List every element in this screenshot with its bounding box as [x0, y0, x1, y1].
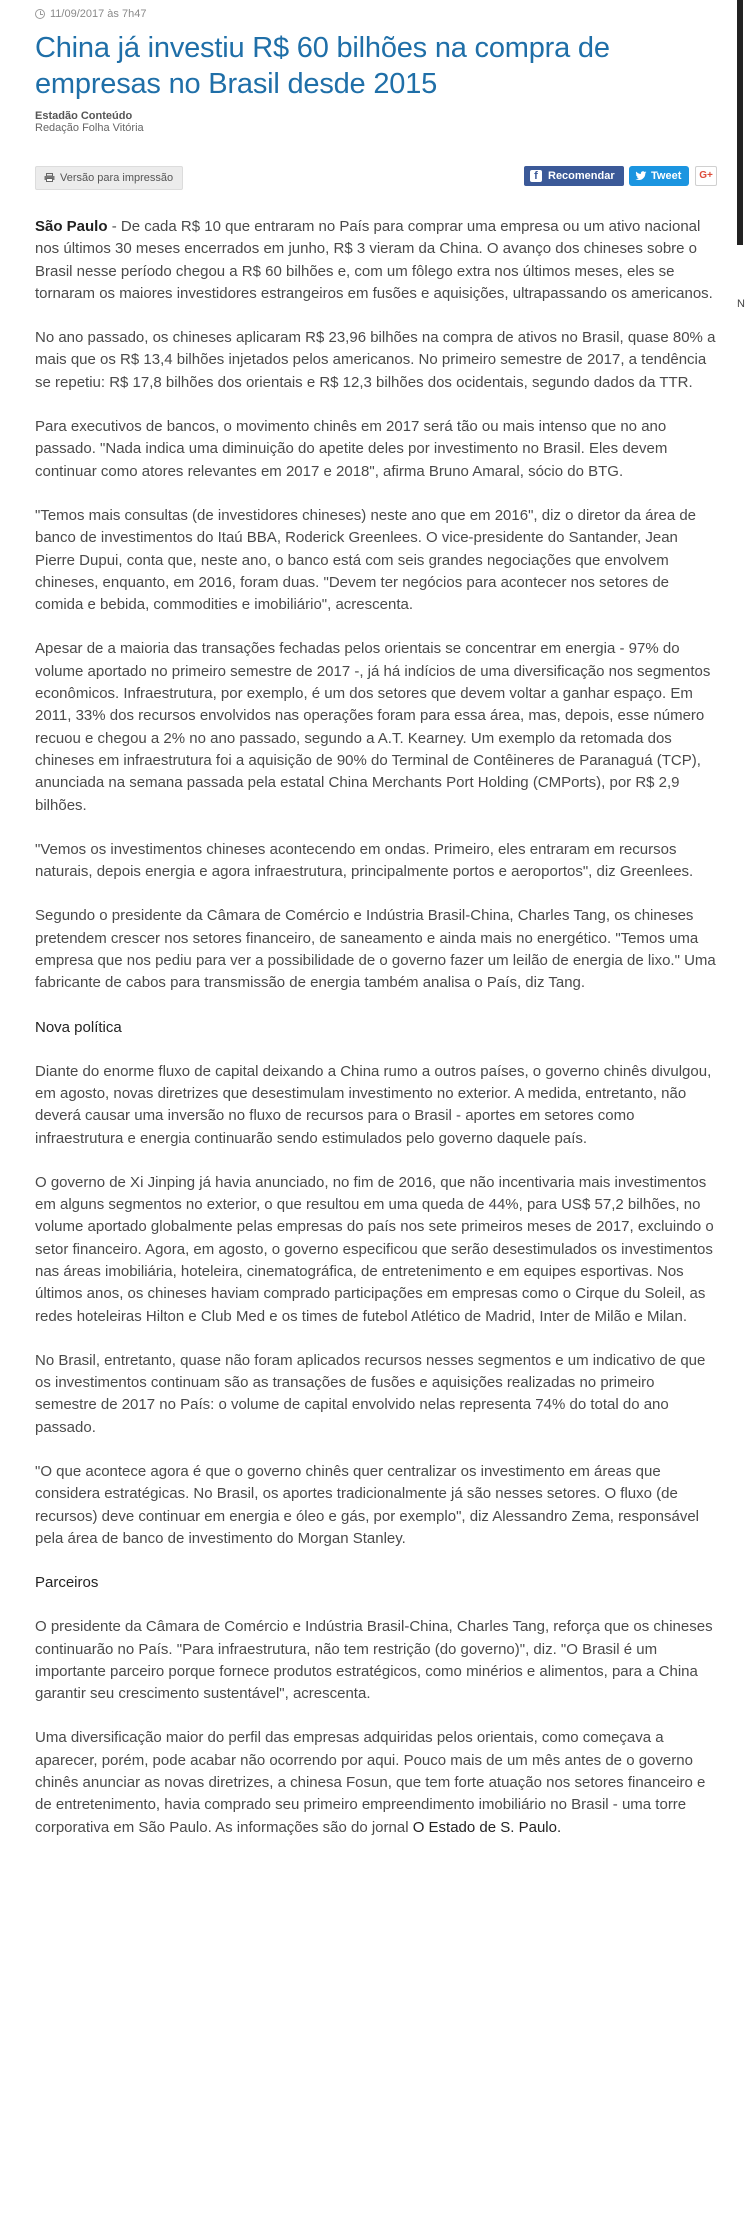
twitter-button-label: Tweet	[651, 170, 682, 182]
final-paragraph	[35, 1727, 717, 1838]
body-paragraph: O presidente da Câmara de Comércio e Indústria Brasil-China, Charles Tang, reforça que os chineses continuarão no País. "Para infraestrutura, não tem restrição (do governo)", diz. "O Brasil é um importante parceiro porque fornece produtos estratégicos, como minérios e alimentos, para a China garantir seu crescimento sustentável", acrescenta.	[35, 1618, 713, 1703]
article-title: China já investiu R$ 60 bilhões na compra de empresas no Brasil desde 2015	[35, 32, 610, 100]
lead-text: - De cada R$ 10 que entraram no País para comprar uma empresa ou um ativo nacional nos últimos 30 meses encerrados em junho, R$ 3 vieram da China. O avanço dos chineses sobre o Brasil nesse período chegou a R$ 60 bilhões e, com um fôlego extra nos últimos meses, eles se tornaram os maiores investidores estrangeiros em fusões e aquisições, ultrapassando os americanos.	[35, 218, 713, 302]
print-button-label: Versão para impressão	[60, 172, 174, 184]
body-paragraph: O governo de Xi Jinping já havia anunciado, no fim de 2016, que não incentivaria mais investimentos em alguns segmentos no exterior, o que resultou em uma queda de 44%, para US$ 57,2 bilhões, no volume aportado globalmente pelas empresas do país nos sete primeiros meses de 2017, excluindo o setor financeiro. Agora, em agosto, o governo especificou que serão desestimulados os investimentos nas áreas imobiliária, hoteleira, cinematográfica, de entretenimento e em equipes esportivas. Nos últimos anos, os chineses haviam comprado participações em empresas como o Cirque du Soleil, as redes hoteleiras Hilton e Club Med e os times de futebol Atlético de Madrid, Inter de Milão e Milan.	[35, 1173, 714, 1325]
right-rail-bar	[737, 0, 743, 245]
byline	[35, 110, 144, 134]
body-paragraph: No ano passado, os chineses aplicaram R$ 23,96 bilhões na compra de ativos no Brasil, quase 80% a mais que os R$ 13,4 bilhões injetados pelos americanos. No primeiro semestre de 2017, a tendência se repetiu: R$ 17,8 bilhões dos orientais e R$ 12,3 bilhões dos ocidentais, segundo dados da TTR.	[35, 329, 716, 391]
estadao-link[interactable]: O Estado de S. Paulo.	[412, 1818, 562, 1836]
print-button[interactable]	[35, 166, 183, 190]
body-paragraph: No Brasil, entretanto, quase não foram aplicados recursos nesses segmentos e um indicativo de que os investimentos continuam são as transações de fusões e aquisições realizadas no primeiro semestre de 2017 no País: o volume de capital envolvido nelas representa 74% do total do ano passado.	[35, 1351, 706, 1436]
lead-paragraph	[35, 216, 717, 305]
body-paragraph: Segundo o presidente da Câmara de Comércio e Indústria Brasil-China, Charles Tang, os chineses pretendem crescer nos setores financeiro, de saneamento e ainda mais no energético. "Temos uma empresa que nos pediu para ver a possibilidade de o governo fazer um leilão de energia de lixo." Uma fabricante de cabos para transmissão de energia também analisa o País, diz Tang.	[35, 907, 716, 992]
clock-icon	[35, 9, 45, 19]
publish-date-text: 11/09/2017 às 7h47	[50, 8, 147, 20]
body-paragraph: Apesar de a maioria das transações fechadas pelos orientais se concentrar em energia - 97% do volume aportado no primeiro semestre de 2017 -, já há indícios de uma diversificação nos segmentos econômicos. Infraestrutura, por exemplo, é um dos setores que devem voltar a ganhar espaço. Em 2011, 33% dos recursos envolvidos nas operações foram para essa área, mas, depois, esse número recuou e chegou a 2% no ano passado, segundo a A.T. Kearney. Um exemplo da retomada dos chineses em infraestrutura foi a aquisição de 90% do Terminal de Contêineres de Paranaguá (TCP), anunciada na semana passada pela estatal China Merchants Port Holding (CMPorts), por R$ 2,9 bilhões.	[35, 640, 711, 814]
facebook-button-label: Recomendar	[548, 170, 615, 182]
body-paragraph: Para executivos de bancos, o movimento chinês em 2017 será tão ou mais intenso que no ano passado. "Nada indica uma diminuição do apetite deles por investimento no Brasil. Eles devem continuar como atores relevantes em 2017 e 2018", afirma Bruno Amaral, sócio do BTG.	[35, 418, 668, 480]
section-heading-parceiros: Parceiros	[35, 1574, 99, 1592]
printer-icon	[44, 173, 55, 182]
article-body	[35, 216, 717, 1861]
google-plus-button[interactable]: G+	[695, 166, 717, 186]
lead-city: São Paulo	[35, 218, 108, 235]
article-toolbar	[35, 166, 717, 190]
body-paragraph: "Temos mais consultas (de investidores chineses) neste ano que em 2016", diz o diretor da área de banco de investimentos do Itaú BBA, Roderick Greenlees. O vice-presidente do Santander, Jean Pierre Dupui, conta que, neste ano, o banco está com seis grandes negociações que envolvem chineses, enquanto, em 2016, foram duas. "Devem ter negócios para acontecer nos setores de comida e bebida, commodities e imobiliário", acrescenta.	[35, 506, 697, 614]
source-name: Redação Folha Vitória	[35, 122, 144, 134]
right-rail-letter: N	[737, 298, 745, 310]
final-text: Uma diversificação maior do perfil das empresas adquiridas pelos orientais, como começava a aparecer, porém, pode acabar não ocorrendo por aqui. Pouco mais de um mês antes de o governo chinês anunciar as novas diretrizes, a chinesa Fosun, que tem forte atuação nos setores financeiro e de entretenimento, havia comprado seu primeiro empreendimento imobiliário no Brasil - uma torre corporativa em São Paulo. As informações são do jornal	[35, 1729, 706, 1836]
twitter-tweet-button[interactable]	[629, 166, 689, 186]
author-name: Estadão Conteúdo	[35, 110, 133, 122]
publish-date	[35, 7, 146, 21]
body-paragraph: "O que acontece agora é que o governo chinês quer centralizar os investimento em áreas que considera estratégicas. No Brasil, os aportes tradicionalmente já são nesses setores. O fluxo (de recursos) deve continuar em energia e óleo e gás, por exemplo", diz Alessandro Zema, responsável pela área de banco de investimento do Morgan Stanley.	[35, 1463, 700, 1547]
body-paragraph: "Vemos os investimentos chineses acontecendo em ondas. Primeiro, eles entraram em recursos naturais, depois energia e agora infraestrutura, principalmente portos e aeroportos", diz Greenlees.	[35, 840, 694, 881]
body-paragraph: Diante do enorme fluxo de capital deixando a China rumo a outros países, o governo chinês divulgou, em agosto, novas diretrizes que desestimulam investimento no exterior. A medida, entretanto, não deverá causar uma inversão no fluxo de recursos para o Brasil - aportes em setores como infraestrutura e energia continuarão sendo estimulados pelo governo daquele país.	[35, 1062, 712, 1147]
facebook-icon: f	[530, 170, 542, 182]
twitter-bird-icon	[635, 170, 647, 182]
section-heading-nova-politica: Nova política	[35, 1018, 122, 1036]
facebook-recommend-button[interactable]	[524, 166, 624, 186]
